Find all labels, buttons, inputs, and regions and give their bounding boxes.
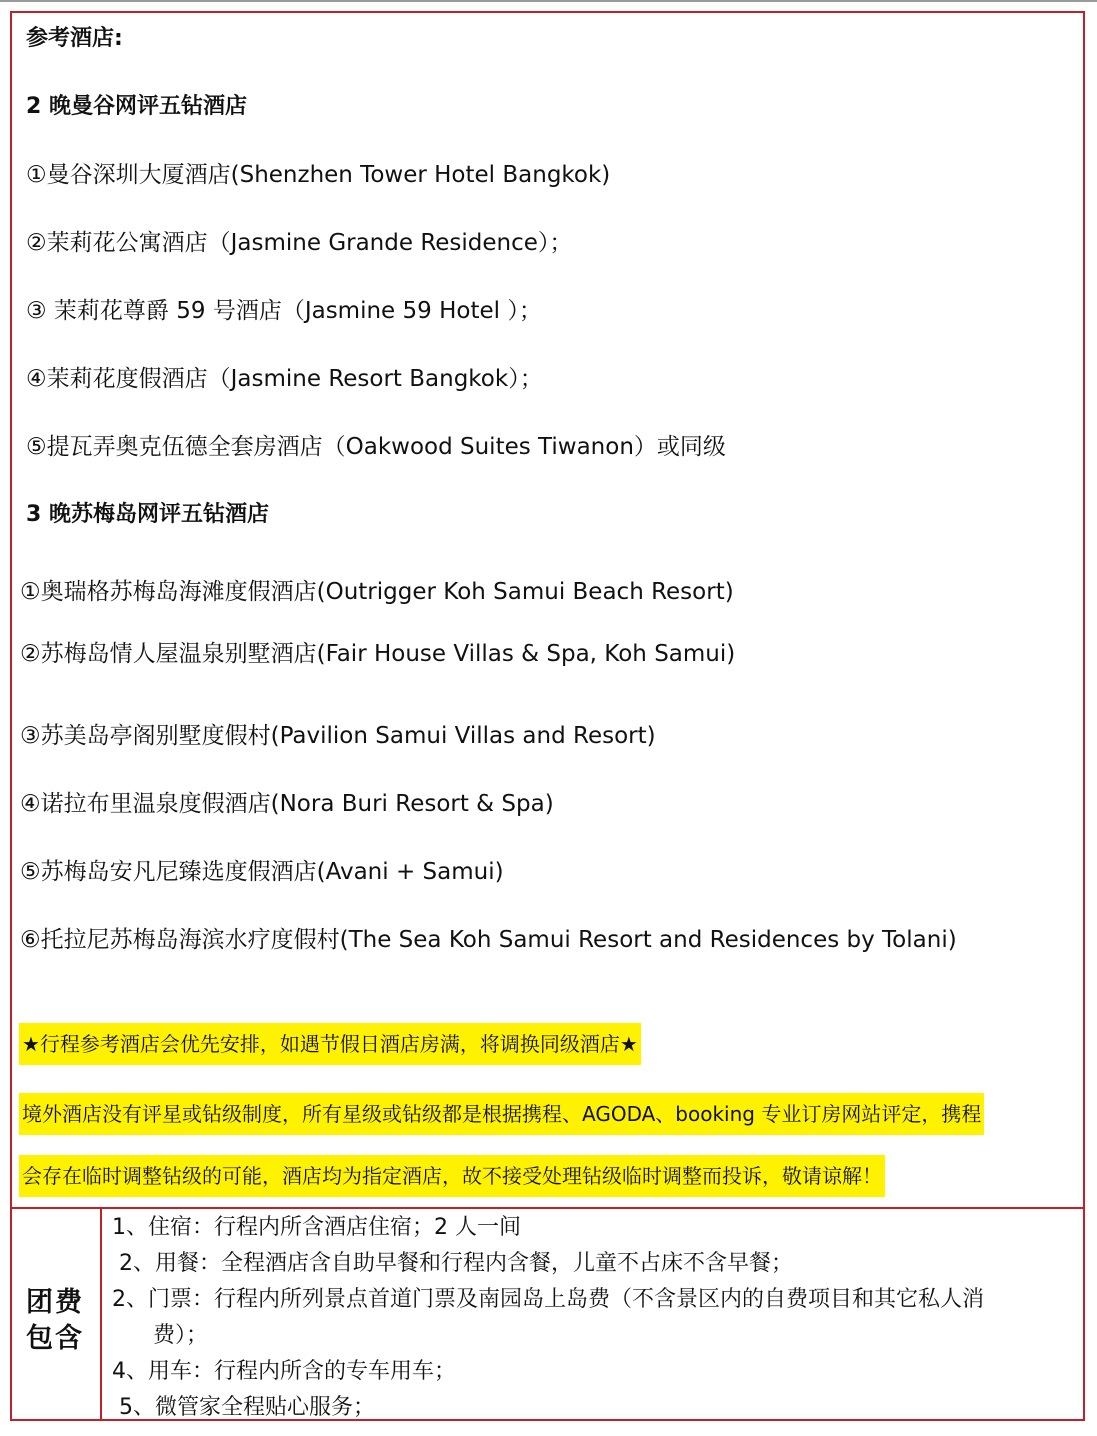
samui-hotel-item: ③苏美岛亭阁别墅度假村(Pavilion Samui Villas and Resort) [20,723,656,749]
hotel-rating-notice: 境外酒店没有评星或钻级制度，所有星级或钻级都是根据携程、AGODA、booking 专业订房网站评定，携程 [19,1093,984,1135]
samui-hotel-item: ①奥瑞格苏梅岛海滩度假酒店(Outrigger Koh Samui Beach Resort) [20,579,734,605]
fee-item: 4、用车：行程内所含的专车用车； [112,1359,456,1384]
bangkok-hotel-item: ③ 茉莉花尊爵 59 号酒店（Jasmine 59 Hotel ）； [26,298,542,324]
fee-item-continuation: 费）； [153,1323,209,1348]
bangkok-hotel-item: ⑤提瓦弄奥克伍德全套房酒店（Oakwood Suites Tiwanon）或同级 [26,434,726,460]
top-divider [0,0,1097,2]
hotel-notice-highlight: ★行程参考酒店会优先安排，如遇节假日酒店房满，将调换同级酒店★ [19,1023,641,1065]
hotel-reference-cell [12,13,1083,1207]
fee-label-line: 包含 [26,1323,84,1354]
fee-item: 1、住宿：行程内所含酒店住宿；2 人一间 [112,1215,521,1240]
samui-hotel-item: ②苏梅岛情人屋温泉别墅酒店(Fair House Villas & Spa, Koh Samui) [20,641,736,667]
itinerary-table [10,11,1085,1421]
bangkok-hotel-item: ②茉莉花公寓酒店（Jasmine Grande Residence）； [26,230,573,256]
fee-label-line: 团费 [26,1287,84,1318]
samui-hotel-item: ⑤苏梅岛安凡尼臻选度假酒店(Avani + Samui) [20,859,504,885]
fee-label-cell [12,1209,100,1421]
fee-item: 5、微管家全程贴心服务； [119,1395,375,1420]
bangkok-hotel-item: ④茉莉花度假酒店（Jasmine Resort Bangkok）； [26,366,543,392]
samui-hotel-item: ⑥托拉尼苏梅岛海滨水疗度假村(The Sea Koh Samui Resort and Residences by Tolani) [20,927,957,953]
hotel-rating-notice: 会存在临时调整钻级的可能，酒店均为指定酒店，故不接受处理钻级临时调整而投诉，敬请谅解！ [19,1155,885,1197]
bangkok-section-title: 2 晚曼谷网评五钻酒店 [26,94,247,119]
fee-item: 2、用餐：全程酒店含自助早餐和行程内含餐，儿童不占床不含早餐； [119,1251,793,1276]
samui-hotel-item: ④诺拉布里温泉度假酒店(Nora Buri Resort & Spa) [20,791,554,817]
column-divider [100,1209,102,1421]
fee-includes-row [12,1209,1083,1421]
hotel-reference-heading: 参考酒店: [26,26,123,51]
samui-section-title: 3 晚苏梅岛网评五钻酒店 [26,502,269,527]
bangkok-hotel-item: ①曼谷深圳大厦酒店(Shenzhen Tower Hotel Bangkok) [26,162,611,188]
fee-includes-label [26,1285,84,1357]
fee-item: 2、门票：行程内所列景点首道门票及南园岛上岛费（不含景区内的自费项目和其它私人消 [112,1287,985,1312]
